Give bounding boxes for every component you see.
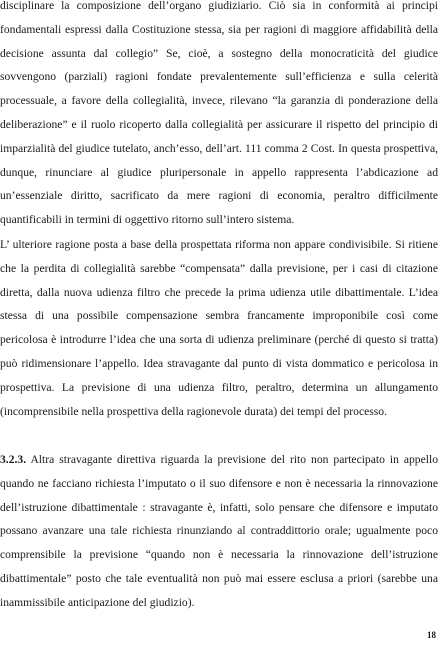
section-paragraph — [0, 448, 438, 615]
section-number: 3.2.3. — [0, 453, 27, 466]
paragraph: disciplinare la composizione dell’organo giudiziario. Ciò sia in conformità ai principi fondamentali espressi dalla Costituzione stessa, sia per ragioni di maggiore affidabilità della decisione assunta dal collegio” Se, cioè, a sostegno della monocraticità del giudice sovvengono (parziali) ragioni fondate prevalentemente sull’efficienza e sulla celerità processuale, a favore della collegialità, invece, rilevano “la garanzia di ponderazione della deliberazione” e il ruolo ricoperto dalla collegialità per assicurare il rispetto del principio di imparzialità del giudice tutelato, anch’esso, dell’art. 111 comma 2 Cost. In questa prospettiva, dunque, rinunciare al giudice pluripersonale in appello rappresenta l’abdicazione ad un’essenziale diritto, sacrificato da mere ragioni di economia, peraltro difficilmente quantificabili in termini di oggettivo ritorno sull’intero sistema. — [0, 0, 438, 227]
page-number: 18 — [427, 630, 436, 640]
paragraph: L’ ulteriore ragione posta a base della prospettata riforma non appare condivisibile. Si ritiene che la perdita di collegialità sarebbe “compensata” dalla previsione, per i casi di citazione diretta, dalla nuova udienza filtro che precede la prima udienza utile dibattimentale. L’idea stessa di una possibile compensazione sembra francamente improponibile così come pericolosa è introdurre l’idea che una sorta di udienza preliminare (perché di questo si tratta) può ridimensionare l’appello. Idea stravagante dal punto di vista dommatico e pericolosa in prospettiva. La previsione di una udienza filtro, peraltro, determina un allungamento (incomprensibile nella prospettiva della ragionevole durata) dei tempi del processo. — [0, 238, 438, 418]
section-text: Altra stravagante direttiva riguarda la previsione del rito non partecipato in appello quando ne facciano richiesta l’imputato o il suo difensore e non è necessaria la rinnovazione dell’istruzione dibattimentale : stravagante è, infatti, solo pensare che difensore e imputato possano avanzare una tale richiesta rinunziando al contraddittorio orale; ugualmente poco comprensibile la previsione “quando non è necessaria la rinnovazione dell’istruzione dibattimentale” posto che tale eventualità non può mai essere esclusa a priori (sarebbe una inammissibile anticipazione del giudizio). — [0, 453, 438, 609]
